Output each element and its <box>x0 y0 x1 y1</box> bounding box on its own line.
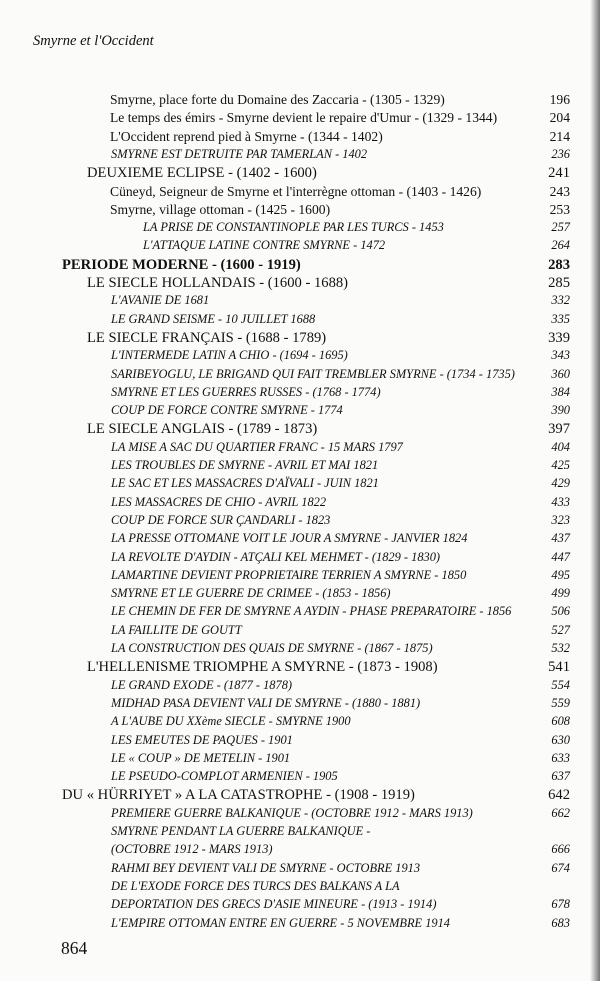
toc-entry-page: 323 <box>551 512 570 527</box>
toc-entry-page: 630 <box>551 732 570 747</box>
toc-entry-title: LE PSEUDO-COMPLOT ARMENIEN - 1905 <box>111 769 338 784</box>
toc-entry-title: SMYRNE ET LE GUERRE DE CRIMEE - (1853 - 1856) <box>111 586 391 601</box>
toc-entry-page: 384 <box>551 384 570 399</box>
toc-entry-title: SMYRNE EST DETRUITE PAR TAMERLAN - 1402 <box>111 146 368 161</box>
toc-entry <box>111 367 570 382</box>
toc-entry-title: COUP DE FORCE CONTRE SMYRNE - 1774 <box>111 403 343 418</box>
toc-entry-page: 447 <box>551 549 570 564</box>
toc-entry-page: 429 <box>551 476 570 491</box>
toc-entry-title: LA FAILLITE DE GOUTT <box>111 622 242 637</box>
toc-entry-title: (OCTOBRE 1912 - MARS 1913) <box>111 842 273 857</box>
toc-entry-page: 608 <box>551 714 570 729</box>
toc-entry-page: 343 <box>551 348 570 363</box>
toc-entry <box>87 421 570 438</box>
page-edge-shadow <box>590 0 600 981</box>
toc-entry <box>111 879 570 894</box>
toc-entry <box>110 129 570 145</box>
toc-entry <box>111 842 570 857</box>
toc-entry-page: 257 <box>551 220 570 235</box>
toc-entry <box>111 293 570 308</box>
toc-entry-page: 241 <box>548 165 570 182</box>
toc-entry <box>62 257 570 274</box>
toc-entry-title: SMYRNE PENDANT LA GUERRE BALKANIQUE - <box>111 824 371 838</box>
toc-entry-title: A L'AUBE DU XXème SIECLE - SMYRNE 1900 <box>111 714 351 729</box>
toc-entry-title: L'INTERMEDE LATIN A CHIO - (1694 - 1695) <box>111 348 348 363</box>
toc-entry-title: LES EMEUTES DE PAQUES - 1901 <box>111 732 293 747</box>
toc-entry <box>111 348 570 363</box>
toc-entry-page: 683 <box>551 915 570 930</box>
toc-entry-page: 433 <box>551 494 570 509</box>
toc-entry <box>87 165 570 182</box>
toc-entry-page: 541 <box>548 659 570 676</box>
toc-entry-page: 390 <box>551 403 570 418</box>
toc-entry-title: LE GRAND EXODE - (1877 - 1878) <box>111 677 293 692</box>
toc-entry-page: 637 <box>551 769 570 784</box>
toc-entry-page: 527 <box>551 622 570 637</box>
toc-entry-title: L'ATTAQUE LATINE CONTRE SMYRNE - 1472 <box>143 238 386 253</box>
toc-entry-title: LE GRAND SEISME - 10 JUILLET 1688 <box>111 311 316 326</box>
toc-entry <box>143 220 570 235</box>
toc-entry-page: 335 <box>551 311 570 326</box>
toc-entry-page: 404 <box>551 439 570 454</box>
toc-entry-title: PREMIERE GUERRE BALKANIQUE - (OCTOBRE 1912 - MARS 1913) <box>111 805 473 820</box>
toc-entry <box>111 641 570 656</box>
toc-entry <box>111 312 570 327</box>
toc-entry-title: PERIODE MODERNE - (1600 - 1919) <box>62 256 301 273</box>
toc-entry <box>111 696 570 711</box>
toc-entry-title: LE SIECLE FRANÇAIS - (1688 - 1789) <box>87 329 327 346</box>
toc-entry-page: 532 <box>551 641 570 655</box>
toc-entry-title: Smyrne, village ottoman - (1425 - 1600) <box>110 201 331 217</box>
toc-entry-page: 554 <box>551 677 570 692</box>
toc-entry <box>111 897 570 912</box>
toc-entry-page: 283 <box>548 256 570 273</box>
toc-entry <box>87 659 570 676</box>
toc-entry-title: Le temps des émirs - Smyrne devient le repaire d'Umur - (1329 - 1344) <box>110 110 498 126</box>
toc-entry-page: 253 <box>549 201 570 217</box>
running-head: Smyrne et l'Occident <box>33 33 154 49</box>
toc-entry-title: LA PRISE DE CONSTANTINOPLE PAR LES TURCS - 1453 <box>143 220 444 235</box>
toc-entry-page: 674 <box>551 860 570 875</box>
toc-entry <box>111 806 570 821</box>
toc-entry-title: LES MASSACRES DE CHIO - AVRIL 1822 <box>111 494 327 509</box>
toc-entry <box>111 550 570 565</box>
toc-entry-title: LA MISE A SAC DU QUARTIER FRANC - 15 MARS 1797 <box>111 439 403 454</box>
toc-entry-title: LE SAC ET LES MASSACRES D'AÏVALI - JUIN 1821 <box>111 476 379 491</box>
toc-entry-title: L'HELLENISME TRIOMPHE A SMYRNE - (1873 - 1908) <box>87 659 438 676</box>
toc-entry <box>111 769 570 784</box>
toc-entry-title: L'EMPIRE OTTOMAN ENTRE EN GUERRE - 5 NOVEMBRE 1914 <box>111 915 450 930</box>
toc-entry <box>111 678 570 693</box>
toc-entry <box>110 202 570 218</box>
toc-entry <box>111 440 570 455</box>
toc-entry-title: COUP DE FORCE SUR ÇANDARLI - 1823 <box>111 512 331 527</box>
toc-entry-title: DE L'EXODE FORCE DES TURCS DES BALKANS A LA <box>111 878 400 893</box>
toc-entry-page: 633 <box>551 750 570 765</box>
toc-entry <box>111 147 570 162</box>
toc-entry-title: LE SIECLE HOLLANDAIS - (1600 - 1688) <box>87 275 349 291</box>
toc-entry <box>111 458 570 473</box>
toc-entry <box>111 476 570 491</box>
toc-entry-page: 332 <box>551 293 570 308</box>
toc-entry <box>111 495 570 510</box>
toc-entry-page: 662 <box>551 805 570 820</box>
toc-entry <box>111 568 570 583</box>
toc-entry-page: 678 <box>551 897 570 912</box>
toc-entry-title: LA PRESSE OTTOMANE VOIT LE JOUR A SMYRNE - JANVIER 1824 <box>111 531 468 546</box>
toc-entry <box>111 916 570 931</box>
toc-entry <box>110 110 570 126</box>
toc-entry-page: 397 <box>548 421 570 438</box>
toc-entry-title: LE « COUP » DE METELIN - 1901 <box>111 750 291 765</box>
toc-entry-page: 264 <box>551 238 570 253</box>
toc-entry-page: 236 <box>551 146 570 161</box>
toc-entry <box>111 385 570 400</box>
toc-entry-title: DU « HÜRRIYET » A LA CATASTROPHE - (1908 - 1919) <box>62 787 415 804</box>
toc-entry-title: LA CONSTRUCTION DES QUAIS DE SMYRNE - (1867 - 1875) <box>111 641 433 655</box>
toc-entry <box>111 604 570 619</box>
toc-entry-page: 425 <box>551 458 570 472</box>
toc-entry <box>87 275 570 292</box>
toc-entry <box>111 751 570 766</box>
toc-entry-page: 285 <box>548 275 570 291</box>
toc-entry-title: LA REVOLTE D'AYDIN - ATÇALI KEL MEHMET - (1829 - 1830) <box>111 549 441 564</box>
toc-entry-title: L'Occident reprend pied à Smyrne - (1344 - 1402) <box>110 128 383 144</box>
toc-entry-title: Cüneyd, Seigneur de Smyrne et l'interrègne ottoman - (1403 - 1426) <box>110 183 482 199</box>
toc-entry-title: SARIBEYOGLU, LE BRIGAND QUI FAIT TREMBLER SMYRNE - (1734 - 1735) <box>111 366 515 381</box>
toc-entry-title: DEUXIEME ECLIPSE - (1402 - 1600) <box>87 165 317 182</box>
toc-entry <box>111 623 570 638</box>
toc-entry-page: 339 <box>548 329 570 346</box>
toc-entry <box>111 714 570 729</box>
toc-entry-title: DEPORTATION DES GRECS D'ASIE MINEURE - (1913 - 1914) <box>111 897 437 912</box>
toc-entry-title: L'AVANIE DE 1681 <box>111 293 210 308</box>
toc-entry <box>110 184 570 200</box>
toc-entry <box>87 330 570 347</box>
toc-entry-page: 214 <box>549 128 570 144</box>
toc-entry-title: LAMARTINE DEVIENT PROPRIETAIRE TERRIEN A SMYRNE - 1850 <box>111 567 467 582</box>
toc-entry-page: 499 <box>551 586 570 601</box>
toc-entry <box>111 733 570 748</box>
toc-entry-title: MIDHAD PASA DEVIENT VALI DE SMYRNE - (1880 - 1881) <box>111 695 421 710</box>
toc-entry-page: 196 <box>549 92 570 107</box>
toc-entry <box>111 531 570 546</box>
toc-entry-page: 204 <box>549 110 570 126</box>
toc-entry-page: 506 <box>551 604 570 619</box>
toc-entry-title: LES TROUBLES DE SMYRNE - AVRIL ET MAI 1821 <box>111 458 379 472</box>
toc-entry-page: 495 <box>551 567 570 582</box>
toc-entry <box>111 586 570 601</box>
toc-entry-page: 243 <box>549 183 570 199</box>
toc-entry <box>111 824 570 839</box>
toc-entry-page: 642 <box>548 787 570 804</box>
page-number: 864 <box>61 938 88 958</box>
toc-entry <box>110 92 570 108</box>
toc-entry-title: LE SIECLE ANGLAIS - (1789 - 1873) <box>87 421 318 438</box>
toc-entry <box>111 861 570 876</box>
toc-entry-page: 666 <box>551 842 570 857</box>
toc-entry-page: 559 <box>551 695 570 710</box>
toc-entry <box>111 403 570 418</box>
toc-entry-title: LE CHEMIN DE FER DE SMYRNE A AYDIN - PHASE PREPARATOIRE - 1856 <box>111 604 512 619</box>
toc-entry <box>143 238 570 253</box>
toc-entry-title: Smyrne, place forte du Domaine des Zaccaria - (1305 - 1329) <box>110 92 445 107</box>
toc-entry-page: 360 <box>551 366 570 381</box>
toc-entry-page: 437 <box>551 531 570 546</box>
toc-entry-title: RAHMI BEY DEVIENT VALI DE SMYRNE - OCTOBRE 1913 <box>111 860 421 875</box>
toc-entry-title: SMYRNE ET LES GUERRES RUSSES - (1768 - 1774) <box>111 384 381 399</box>
toc-entry <box>111 513 570 528</box>
toc-entry <box>62 787 570 804</box>
